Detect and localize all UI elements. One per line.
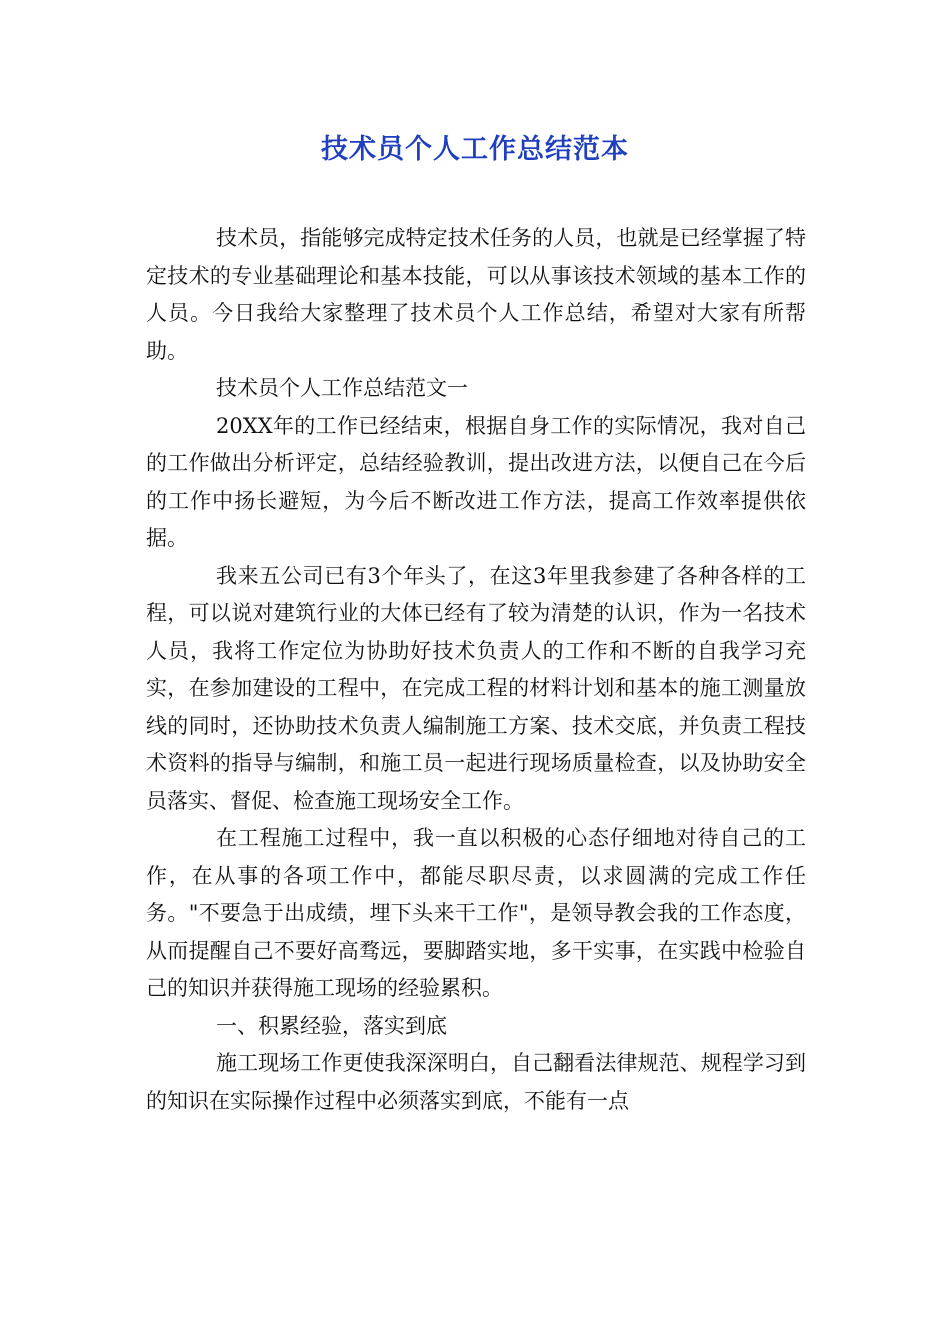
paragraph-subheading: 一、积累经验，落实到底 bbox=[216, 1013, 447, 1038]
paragraph-company-experience: 我来五公司已有3个年头了，在这3年里我参建了各种各样的工程，可以说对建筑行业的大体已经有了较为清楚的认识，作为一名技术人员，我将工作定位为协助好技术负责人的工作和不断的自我学习充实，在参加建设的工程中，在完成工程的材料计划和基本的施工测量放线的同时，还协助技术负责人编制施工方案、技术交底，并负责工程技术资料的指导与编制，和施工员一起进行现场质量检查，以及协助安全员落实、督促、检查施工现场安全工作。 bbox=[146, 563, 806, 813]
paragraph-intro: 技术员，指能够完成特定技术任务的人员，也就是已经掌握了特定技术的专业基础理论和基本技能，可以从事该技术领域的基本工作的人员。今日我给大家整理了技术员个人工作总结，希望对大家有所帮助。 bbox=[146, 226, 806, 363]
document-body bbox=[146, 220, 806, 1120]
paragraph-year-summary: 20XX年的工作已经结束，根据自身工作的实际情况，我对自己的工作做出分析评定，总结经验教训，提出改进方法，以便自己在今后的工作中扬长避短，为今后不断改进工作方法，提高工作效率提供依据。 bbox=[146, 413, 806, 550]
paragraph-work-attitude: 在工程施工过程中，我一直以积极的心态仔细地对待自己的工作，在从事的各项工作中，都能尽职尽责，以求圆满的完成工作任务。"不要急于出成绩，埋下头来干工作"，是领导教会我的工作态度，从而提醒自己不要好高骛远，要脚踏实地，多干实事，在实践中检验自己的知识并获得施工现场的经验累积。 bbox=[146, 826, 806, 1000]
document-title: 技术员个人工作总结范本 bbox=[321, 134, 629, 165]
paragraph-section-heading: 技术员个人工作总结范文一 bbox=[216, 376, 468, 400]
paragraph-site-work: 施工现场工作更使我深深明白，自己翻看法律规范、规程学习到的知识在实际操作过程中必须落实到底，不能有一点 bbox=[146, 1051, 806, 1113]
